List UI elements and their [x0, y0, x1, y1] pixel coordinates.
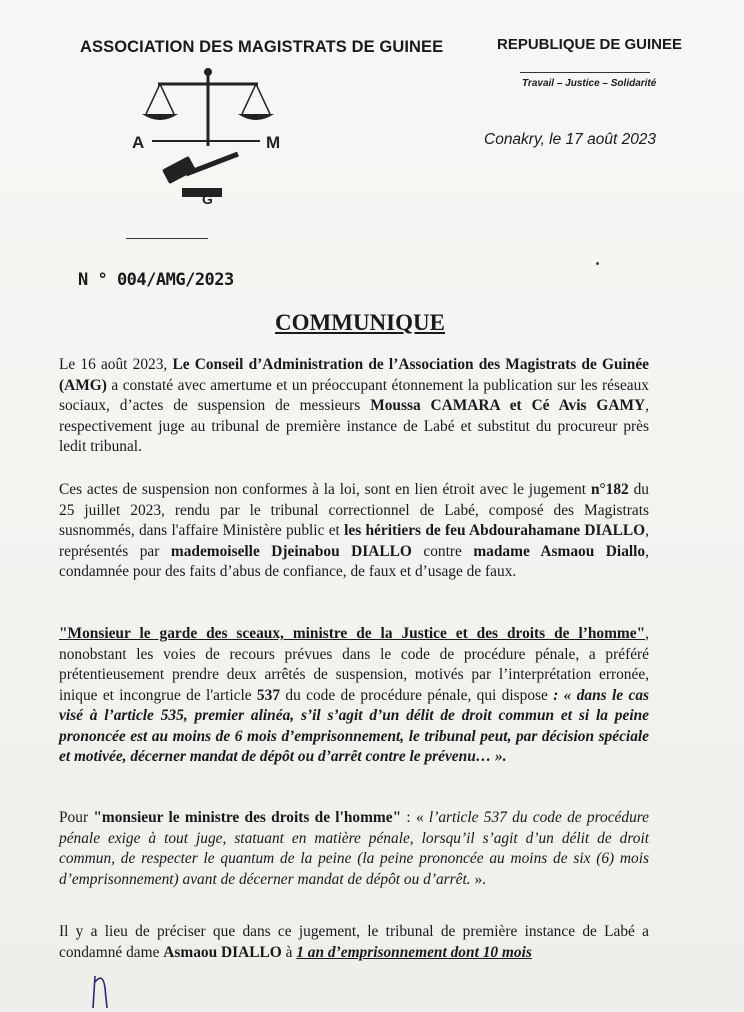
scales-of-justice-logo-icon — [120, 62, 300, 212]
paragraph-5: Il y a lieu de préciser que dans ce jugement, le tribunal de première instance de Labé a condamné dame Asmaou DIALLO à 1 an d’emprisonnement dont 10 mois — [59, 923, 649, 961]
logo-letter-m: M — [266, 133, 281, 152]
logo-letter-g: G — [202, 191, 213, 207]
motto-divider — [520, 72, 650, 73]
handwritten-initial-icon — [85, 968, 125, 1012]
paragraph-1: Le 16 août 2023, Le Conseil d’Administration de l’Association des Magistrats de Guinée (AMG) a constaté avec amertume et un préoccupant étonnement la publication sur les réseaux sociaux, d’actes de suspension de messieurs Moussa CAMARA et Cé Avis GAMY, respectivement juge au tribunal de première instance de Labé et substitut du procureur près ledit tribunal. — [59, 356, 650, 455]
logo-letter-a: A — [132, 133, 145, 152]
document-title: COMMUNIQUE — [275, 310, 445, 335]
national-motto: Travail – Justice – Solidarité — [522, 78, 657, 89]
scan-speck — [596, 262, 599, 265]
logo-divider — [126, 238, 208, 239]
association-name: ASSOCIATION DES MAGISTRATS DE GUINEE — [80, 38, 444, 56]
republic-name: REPUBLIQUE DE GUINEE — [497, 36, 683, 53]
paragraph-4: Pour "monsieur le ministre des droits de l'homme" : « l’article 537 du code de procédure pénale exige à tout juge, statuant en matière pénale, lorsqu’il s’agit d’un délit de droit commun, de respecter le quantum de la peine (la peine prononcée au moins de six (6) mois d’emprisonnement) avant de décerner mandat de dépôt ou d’arrêt. ». — [59, 809, 650, 888]
paragraph-3: "Monsieur le garde des sceaux, ministre de la Justice et des droits de l’homme", nonobstant les voies de recours prévues dans le code de procédure pénale, a préféré prétentieusement prendre deux arrêtés de suspension, motivés par l’interprétation erronée, inique et incongrue de l'article 537 du code de procédure pénale, qui dispose : « dans le cas visé à l’article 535, premier alinéa, s’il s’agit d’un délit de droit commun et si la peine prononcée est au moins de 6 mois d’emprisonnement, le tribunal peut, par décision spéciale et motivée, décerner mandat de dépôt ou d’arrêt contre le prévenu… ». — [59, 625, 650, 765]
reference-number: N ° 004/AMG/2023 — [78, 270, 234, 290]
dateline: Conakry, le 17 août 2023 — [484, 131, 657, 148]
paragraph-2: Ces actes de suspension non conformes à la loi, sont en lien étroit avec le jugement n°182 du 25 juillet 2023, rendu par le tribunal correctionnel de Labé, composé des Magistrats susnommés, dans l'affaire Ministère public et les héritiers de feu Abdourahamane DIALLO, représentés par mademoiselle Djeinabou DIALLO contre madame Asmaou Diallo, condamnée pour des faits d’abus de confiance, de faux et d’usage de faux. — [59, 481, 649, 580]
